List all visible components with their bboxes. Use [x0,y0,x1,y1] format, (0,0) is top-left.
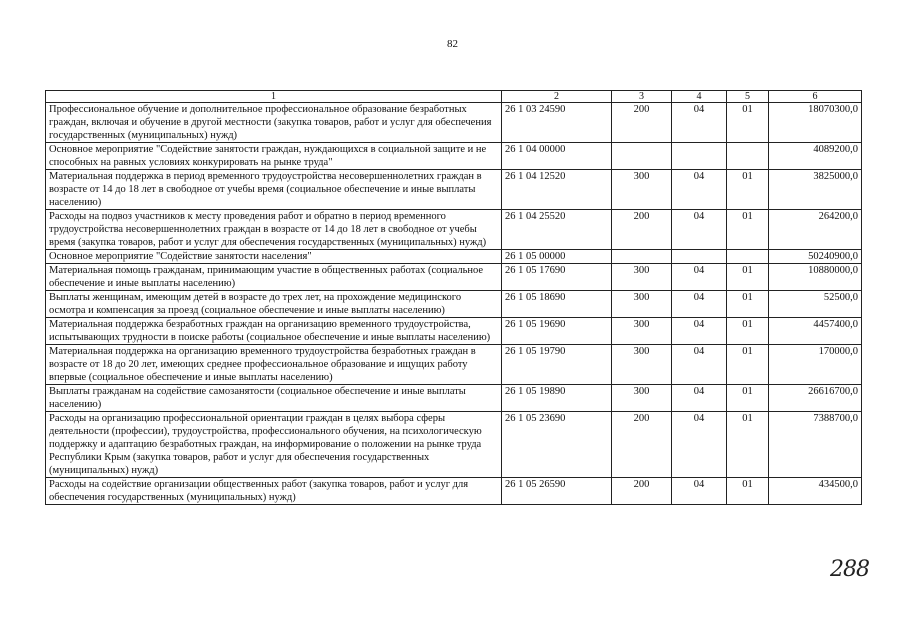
table-row [46,385,862,412]
row-section [672,250,727,264]
row-section: 04 [672,291,727,318]
row-budget-code: 26 1 05 18690 [502,291,612,318]
row-description: Расходы на подвоз участников к месту проведения работ и обратно в период временного трудоустройства несовершеннолетних граждан в возрасте от 14 до 18 лет в свободное от учебы время (закупка товаров, работ и услуг для обеспечения государственных (муниципальных) нужд) [46,210,502,250]
row-budget-code: 26 1 04 25520 [502,210,612,250]
row-amount: 264200,0 [769,210,862,250]
row-description: Расходы на содействие организации общественных работ (закупка товаров, работ и услуг для обеспечения государственных (муниципальных) нужд) [46,478,502,505]
row-section: 04 [672,412,727,478]
table-row [46,478,862,505]
row-expense-type: 200 [612,103,672,143]
row-subsection: 01 [727,478,769,505]
row-budget-code: 26 1 05 23690 [502,412,612,478]
row-budget-code: 26 1 05 19790 [502,345,612,385]
row-amount: 4457400,0 [769,318,862,345]
table-row [46,103,862,143]
row-budget-code: 26 1 05 26590 [502,478,612,505]
row-section: 04 [672,264,727,291]
table-body [46,103,862,505]
row-expense-type [612,250,672,264]
row-subsection: 01 [727,210,769,250]
row-description: Основное мероприятие "Содействие занятости граждан, нуждающихся в социальной защите и не способных на равных условиях конкурировать на рынке труда" [46,143,502,170]
row-amount: 434500,0 [769,478,862,505]
row-subsection: 01 [727,170,769,210]
row-section: 04 [672,103,727,143]
row-budget-code: 26 1 05 17690 [502,264,612,291]
row-section [672,143,727,170]
row-expense-type: 200 [612,412,672,478]
row-expense-type: 300 [612,170,672,210]
row-amount: 50240900,0 [769,250,862,264]
header-col-6: 6 [769,91,862,103]
row-subsection: 01 [727,264,769,291]
row-expense-type: 200 [612,210,672,250]
row-section: 04 [672,478,727,505]
row-section: 04 [672,385,727,412]
row-subsection: 01 [727,385,769,412]
row-expense-type: 300 [612,264,672,291]
row-budget-code: 26 1 05 00000 [502,250,612,264]
row-budget-code: 26 1 05 19690 [502,318,612,345]
row-subsection: 01 [727,291,769,318]
row-expense-type: 300 [612,385,672,412]
row-description: Выплаты женщинам, имеющим детей в возрасте до трех лет, на прохождение медицинского осмотра и компенсация за проезд (социальное обеспечение и иные выплаты населению) [46,291,502,318]
row-description: Основное мероприятие "Содействие занятости населения" [46,250,502,264]
row-budget-code: 26 1 03 24590 [502,103,612,143]
row-description: Профессиональное обучение и дополнительное профессиональное образование безработных граждан, включая и обучение в другой местности (закупка товаров, работ и услуг для обеспечения государственных (муниципальных) нужд) [46,103,502,143]
row-description: Материальная помощь гражданам, принимающим участие в общественных работах (социальное обеспечение и иные выплаты населению) [46,264,502,291]
row-budget-code: 26 1 04 12520 [502,170,612,210]
row-budget-code: 26 1 04 00000 [502,143,612,170]
table-row [46,264,862,291]
table-row [46,143,862,170]
table-row [46,318,862,345]
row-description: Материальная поддержка в период временного трудоустройства несовершеннолетних граждан в возрасте от 14 до 18 лет в свободное от учебы время (социальное обеспечение и иные выплаты населению) [46,170,502,210]
row-amount: 10880000,0 [769,264,862,291]
header-col-1: 1 [46,91,502,103]
row-subsection: 01 [727,345,769,385]
row-amount: 18070300,0 [769,103,862,143]
header-col-5: 5 [727,91,769,103]
table-row [46,250,862,264]
row-description: Выплаты гражданам на содействие самозанятости (социальное обеспечение и иные выплаты населению) [46,385,502,412]
table-header-row [46,91,862,103]
row-amount: 26616700,0 [769,385,862,412]
row-subsection: 01 [727,103,769,143]
row-expense-type [612,143,672,170]
row-amount: 4089200,0 [769,143,862,170]
handwritten-page-annotation: 288 [830,557,869,582]
table-row [46,210,862,250]
table-row [46,291,862,318]
row-subsection [727,250,769,264]
header-col-3: 3 [612,91,672,103]
row-section: 04 [672,318,727,345]
row-section: 04 [672,345,727,385]
row-amount: 52500,0 [769,291,862,318]
row-amount: 3825000,0 [769,170,862,210]
header-col-2: 2 [502,91,612,103]
row-subsection: 01 [727,412,769,478]
page-number: 82 [447,38,458,50]
row-subsection [727,143,769,170]
row-expense-type: 300 [612,345,672,385]
row-description: Материальная поддержка безработных граждан на организацию временного трудоустройства, испытывающих трудности в поиске работы (социальное обеспечение и иные выплаты населению) [46,318,502,345]
row-expense-type: 300 [612,291,672,318]
row-section: 04 [672,170,727,210]
row-description: Расходы на организацию профессиональной ориентации граждан в целях выбора сферы деятельности (профессии), трудоустройства, профессионального обучения, на психологическую поддержку и адаптацию безработных граждан, на информирование о положении на рынке труда Республики Крым (закупка товаров, работ и услуг для обеспечения государственных (муниципальных) нужд) [46,412,502,478]
row-description: Материальная поддержка на организацию временного трудоустройства безработных граждан в возрасте от 18 до 20 лет, имеющих среднее профессиональное образование и ищущих работу впервые (социальное обеспечение и иные выплаты населению) [46,345,502,385]
row-section: 04 [672,210,727,250]
row-expense-type: 200 [612,478,672,505]
table-row [46,412,862,478]
budget-table [45,90,862,505]
row-subsection: 01 [727,318,769,345]
header-col-4: 4 [672,91,727,103]
row-amount: 170000,0 [769,345,862,385]
row-amount: 7388700,0 [769,412,862,478]
table-row [46,345,862,385]
table-row [46,170,862,210]
row-budget-code: 26 1 05 19890 [502,385,612,412]
row-expense-type: 300 [612,318,672,345]
